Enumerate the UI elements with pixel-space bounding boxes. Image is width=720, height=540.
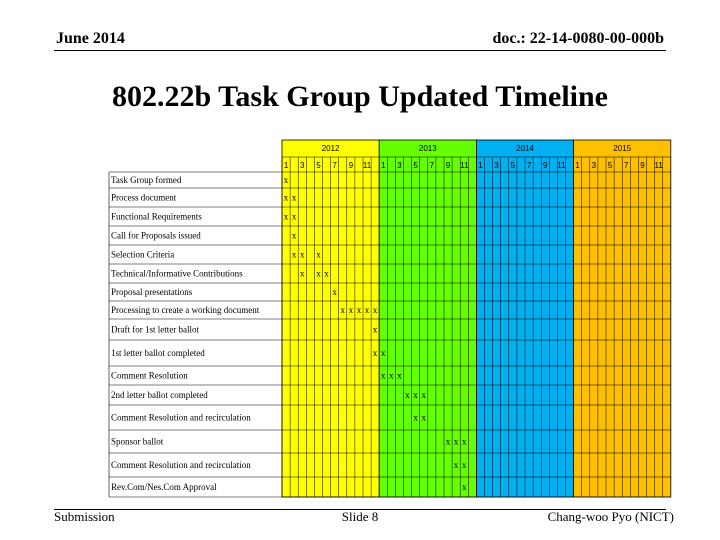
task-mark: x (348, 305, 354, 315)
task-label: Selection Criteria (111, 249, 175, 260)
task-mark: x (283, 211, 289, 222)
task-mark: x (381, 370, 386, 381)
task-label: Task Group formed (111, 175, 182, 185)
task-mark: x (316, 249, 321, 260)
task-mark: x (332, 287, 337, 297)
task-mark: x (421, 412, 426, 423)
task-mark: x (445, 436, 451, 447)
task-label: Sponsor ballot (111, 436, 164, 447)
month-label: 5 (316, 161, 321, 170)
task-mark: x (372, 324, 378, 335)
footer-submission: Submission (54, 509, 115, 524)
task-mark: x (300, 268, 305, 279)
month-label: 7 (429, 161, 435, 170)
task-mark: x (291, 249, 297, 260)
task-mark: x (453, 460, 459, 470)
month-label: 5 (413, 161, 418, 170)
task-mark: x (453, 436, 459, 447)
month-label: 9 (445, 161, 451, 170)
task-mark: x (283, 175, 289, 185)
month-label: 9 (640, 161, 645, 170)
task-label: Functional Requirements (111, 211, 202, 222)
task-mark: x (381, 348, 386, 358)
month-label: 11 (362, 161, 372, 170)
task-label: Draft for 1st letter ballot (111, 324, 199, 335)
task-mark: x (356, 305, 362, 315)
task-mark: x (405, 390, 410, 400)
task-mark: x (421, 390, 426, 400)
footer-slide-number: Slide 8 (341, 509, 379, 524)
header-doc-number: doc.: 22-14-0080-00-000b (492, 30, 664, 47)
task-mark: x (291, 230, 297, 241)
task-mark: x (316, 268, 321, 279)
task-mark: x (397, 370, 402, 381)
task-label: 1st letter ballot completed (111, 348, 205, 358)
task-label: Processing to create a working document (111, 305, 260, 315)
task-mark: x (340, 305, 345, 315)
task-mark: x (462, 436, 467, 447)
month-label: 7 (624, 161, 629, 170)
task-mark: x (413, 390, 418, 400)
task-mark: x (364, 305, 370, 315)
task-label: Proposal presentations (111, 287, 193, 297)
task-mark: x (372, 348, 378, 358)
task-mark: x (462, 482, 467, 492)
task-label: Comment Resolution and recirculation (111, 460, 251, 470)
footer-author: Chang-woo Pyo (NICT) (547, 509, 674, 524)
task-mark: x (372, 305, 378, 315)
month-label: 1 (381, 161, 386, 170)
task-label: Comment Resolution (111, 370, 188, 381)
month-label: 9 (348, 161, 354, 170)
month-label: 11 (654, 161, 663, 170)
slide-title: 802.22b Task Group Updated Timeline (112, 80, 608, 113)
task-mark: x (283, 192, 289, 203)
month-label: 3 (397, 161, 402, 170)
month-label: 7 (332, 161, 337, 170)
month-label: 3 (591, 161, 597, 170)
task-mark: x (324, 268, 329, 279)
task-label: Comment Resolution and recirculation (111, 412, 251, 423)
task-mark: x (462, 460, 467, 470)
month-label: 5 (607, 161, 613, 170)
task-label: Call for Proposals issued (111, 230, 201, 241)
header-date: June 2014 (56, 30, 125, 47)
year-label: 2012 (321, 144, 340, 153)
month-label: 1 (283, 161, 289, 170)
task-mark: x (413, 412, 418, 423)
month-label: 7 (526, 161, 532, 170)
task-label: Rev.Com/Nes.Com Approval (111, 482, 217, 492)
month-label: 3 (300, 161, 305, 170)
task-label: Process document (111, 192, 177, 203)
month-label: 11 (460, 161, 469, 170)
task-mark: x (300, 249, 305, 260)
task-mark: x (389, 370, 394, 381)
year-label: 2014 (516, 144, 534, 153)
task-mark: x (291, 211, 297, 222)
month-label: 3 (494, 161, 499, 170)
month-label: 9 (543, 161, 548, 170)
year-label: 2015 (613, 144, 632, 153)
task-mark: x (291, 192, 297, 203)
month-label: 5 (510, 161, 516, 170)
month-label: 1 (478, 161, 483, 170)
task-label: Technical/Informative Contributions (111, 268, 243, 279)
year-label: 2013 (418, 144, 437, 153)
month-label: 11 (557, 161, 566, 170)
task-label: 2nd letter ballot completed (111, 390, 208, 400)
month-label: 1 (575, 161, 580, 170)
